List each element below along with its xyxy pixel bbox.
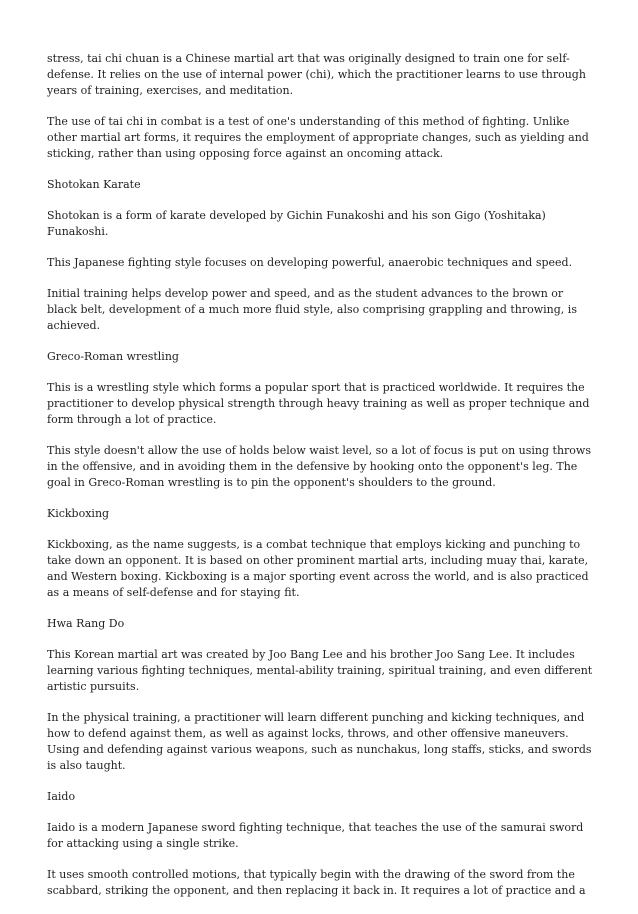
paragraph: It uses smooth controlled motions, that typically begin with the drawing of the sword from the scabbard, striking the opponent, and then replacing it back in. It requires a lot of practice and a xyxy=(47,868,586,897)
section-heading: Kickboxing xyxy=(47,507,110,520)
section-heading: Shotokan Karate xyxy=(47,178,141,191)
section-heading: Hwa Rang Do xyxy=(47,617,125,630)
document-page xyxy=(47,51,595,914)
paragraph: stress, tai chi chuan is a Chinese martial art that was originally designed to train one for self-defense. It relies on the use of internal power (chi), which the practitioner learns to use through years of training, exercises, and meditation. xyxy=(47,52,586,97)
paragraph: This style doesn't allow the use of holds below waist level, so a lot of focus is put on using throws in the offensive, and in avoiding them in the defensive by hooking onto the opponent's leg. The goal in Greco-Roman wrestling is to pin the opponent's shoulders to the ground. xyxy=(47,444,591,489)
paragraph: This Korean martial art was created by Joo Bang Lee and his brother Joo Sang Lee. It includes learning various fighting techniques, mental-ability training, spiritual training, and even different artistic pursuits. xyxy=(47,648,593,693)
section-heading: Iaido xyxy=(47,790,76,803)
paragraph: This Japanese fighting style focuses on developing powerful, anaerobic techniques and speed. xyxy=(47,256,573,269)
paragraph: Shotokan is a form of karate developed by Gichin Funakoshi and his son Gigo (Yoshitaka) Funakoshi. xyxy=(47,209,546,238)
section-heading: Greco-Roman wrestling xyxy=(47,350,179,363)
paragraph: In the physical training, a practitioner will learn different punching and kicking techniques, and how to defend against them, as well as against locks, throws, and other offensive maneuvers. Using and defending against various weapons, such as nunchakus, long staffs, sticks, and swords is also taught. xyxy=(47,711,592,772)
paragraph: Kickboxing, as the name suggests, is a combat technique that employs kicking and punching to take down an opponent. It is based on other prominent martial arts, including muay thai, karate, and Western boxing. Kickboxing is a major sporting event across the world, and is also practiced as a means of self-defense and for staying fit. xyxy=(47,538,589,599)
paragraph: The use of tai chi in combat is a test of one's understanding of this method of fighting. Unlike other martial art forms, it requires the employment of appropriate changes, such as yielding and sticking, rather than using opposing force against an oncoming attack. xyxy=(47,115,589,160)
paragraph: Initial training helps develop power and speed, and as the student advances to the brown or black belt, development of a much more fluid style, also comprising grappling and throwing, is achieved. xyxy=(47,287,577,332)
paragraph: Iaido is a modern Japanese sword fighting technique, that teaches the use of the samurai sword for attacking using a single strike. xyxy=(47,821,584,850)
paragraph: This is a wrestling style which forms a popular sport that is practiced worldwide. It requires the practitioner to develop physical strength through heavy training as well as proper technique and form through a lot of practice. xyxy=(47,381,590,426)
